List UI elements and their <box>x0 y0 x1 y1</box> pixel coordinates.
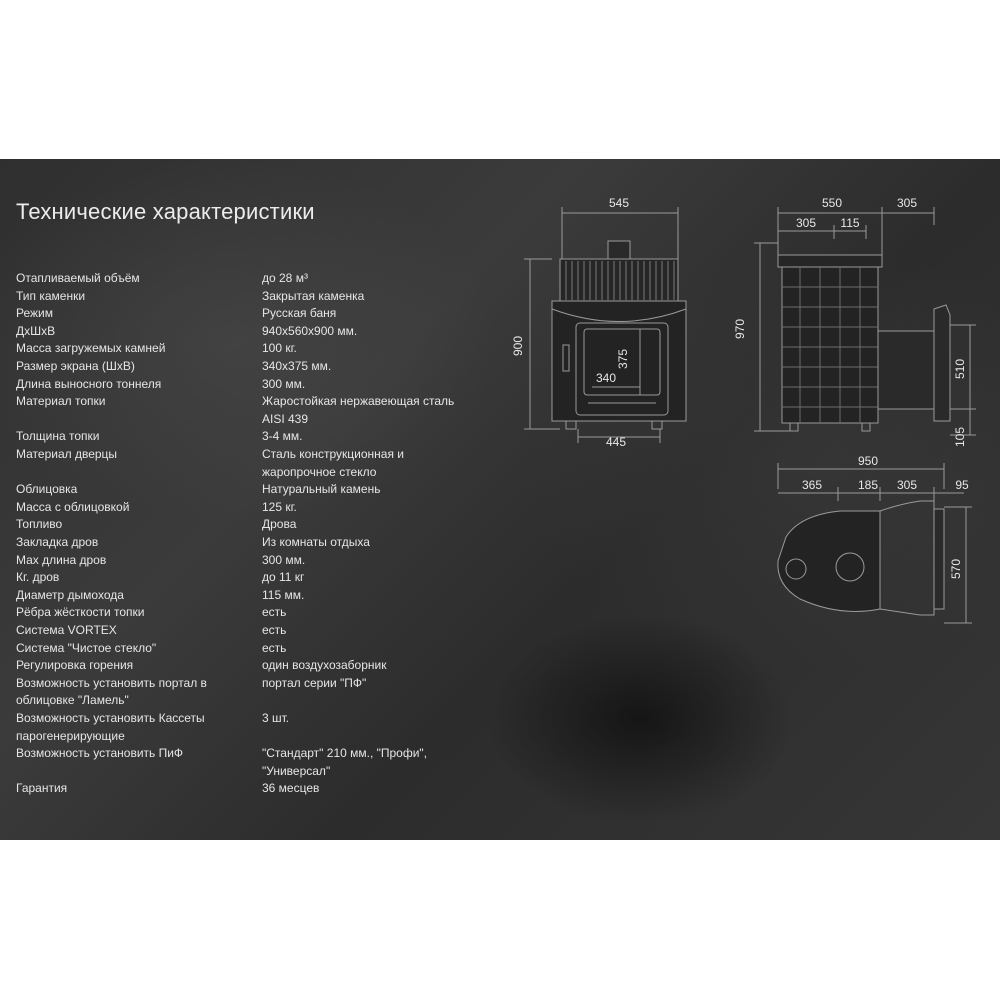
spec-label-line: Отапливаемый объём <box>16 271 140 285</box>
side-view-drawing <box>754 207 976 435</box>
side-mid-part-label: 115 <box>840 216 860 230</box>
spec-value-line: 340х375 мм. <box>262 359 332 373</box>
spec-value-line: Сталь конструкционная и <box>262 447 404 461</box>
spec-label-line: облицовке "Ламель" <box>16 693 129 708</box>
spec-label-line: Режим <box>16 306 53 321</box>
spec-label-line: Тип каменки <box>16 288 86 303</box>
top-length-label: 950 <box>857 454 879 468</box>
front-width-bottom-label: 445 <box>605 435 627 449</box>
spec-label-line: Толщина топки <box>16 429 100 444</box>
spec-label-line: Закладка дров <box>16 535 99 549</box>
spec-value-line: "Универсал" <box>262 763 331 778</box>
stove-drawings <box>0 159 1000 840</box>
front-view-drawing <box>524 207 686 443</box>
spec-value-line: Закрытая каменка <box>262 288 365 303</box>
side-height-label: 970 <box>733 318 747 340</box>
spec-label-line: Материал дверцы <box>16 447 118 461</box>
top-a-label: 365 <box>801 478 823 492</box>
spec-value-line: 115 мм. <box>262 587 305 602</box>
front-width-top-label: 545 <box>608 196 630 210</box>
spec-value-line: есть <box>262 623 287 637</box>
spec-label-line: Система "Чистое стекло" <box>16 640 157 655</box>
legs-height-label: 105 <box>953 426 967 448</box>
spec-label-line: Масса загружемых камней <box>16 341 166 356</box>
spec-label-line: Мах длина дров <box>16 552 107 567</box>
screen-height-label: 375 <box>616 348 630 370</box>
spec-label-line: Длина выносного тоннеля <box>16 376 162 391</box>
spec-value-line: есть <box>262 640 287 655</box>
spec-value-line: 940х560х900 мм. <box>262 323 358 338</box>
spec-value-line: Из комнаты отдыха <box>262 535 370 549</box>
spec-value-line: 300 мм. <box>262 376 306 391</box>
spec-label-line: Кг. дров <box>16 570 60 585</box>
top-b-label: 185 <box>857 478 879 492</box>
spec-value-line: 300 мм. <box>262 552 306 567</box>
spec-value-line: есть <box>262 605 287 620</box>
spec-value-line: 3 шт. <box>262 711 290 725</box>
spec-value-line: 3-4 мм. <box>262 429 303 444</box>
spec-value-line: Жаростойкая нержавеющая сталь <box>262 394 455 409</box>
spec-value-line: до 11 кг <box>262 570 305 585</box>
spec-value-line: 36 месцев <box>262 781 320 796</box>
spec-label-line: Возможность установить портал в <box>16 675 207 690</box>
spec-label-line: Размер экрана (ШхВ) <box>16 359 135 373</box>
spec-label-line: Регулировка горения <box>16 658 134 673</box>
side-width-label: 550 <box>821 196 843 210</box>
spec-value-line: жаропрочное стекло <box>262 464 377 479</box>
spec-label-line: Топливо <box>16 517 63 532</box>
spec-label-line: Масса с облицовкой <box>16 499 130 514</box>
spec-value-line: AISI 439 <box>262 411 309 426</box>
spec-value-line: 125 кг. <box>262 499 297 514</box>
spec-label-line: Облицовка <box>16 482 78 497</box>
screen-width-label: 340 <box>595 371 617 385</box>
spec-label-line: Возможность установить Кассеты <box>16 711 205 725</box>
spec-value-line: 100 кг. <box>262 341 297 356</box>
spec-value-line: Натуральный камень <box>262 482 381 497</box>
tunnel-height-label: 510 <box>953 358 967 380</box>
spec-label-line: Гарантия <box>16 781 68 796</box>
page-title: Технические характеристики <box>16 199 315 224</box>
spec-value-line: Дрова <box>262 517 297 532</box>
side-tunnel-label: 305 <box>896 196 918 210</box>
spec-value-line: до 28 м³ <box>262 271 308 285</box>
spec-label-line: парогенерирующие <box>16 728 125 743</box>
spec-value-line: "Стандарт" 210 мм., "Профи", <box>262 746 428 761</box>
spec-value-line: портал серии "ПФ" <box>262 675 367 690</box>
spec-label-line: Возможность установить ПиФ <box>16 746 184 761</box>
spec-label-line: Рёбра жёсткости топки <box>16 605 145 620</box>
spec-sheet <box>0 159 1000 840</box>
spec-label-line: Диаметр дымохода <box>16 587 124 602</box>
spec-value-line: Русская баня <box>262 306 337 321</box>
side-left-part-label: 305 <box>795 216 817 230</box>
spec-label-line: ДхШхВ <box>16 323 56 338</box>
top-depth-label: 570 <box>949 558 963 580</box>
front-height-label: 900 <box>511 335 525 357</box>
top-c-label: 305 <box>896 478 918 492</box>
top-d-label: 95 <box>955 478 969 492</box>
spec-label-line: Система VORTEX <box>16 623 117 637</box>
spec-value-line: один воздухозаборник <box>262 658 387 673</box>
spec-label-line: Материал топки <box>16 394 106 409</box>
